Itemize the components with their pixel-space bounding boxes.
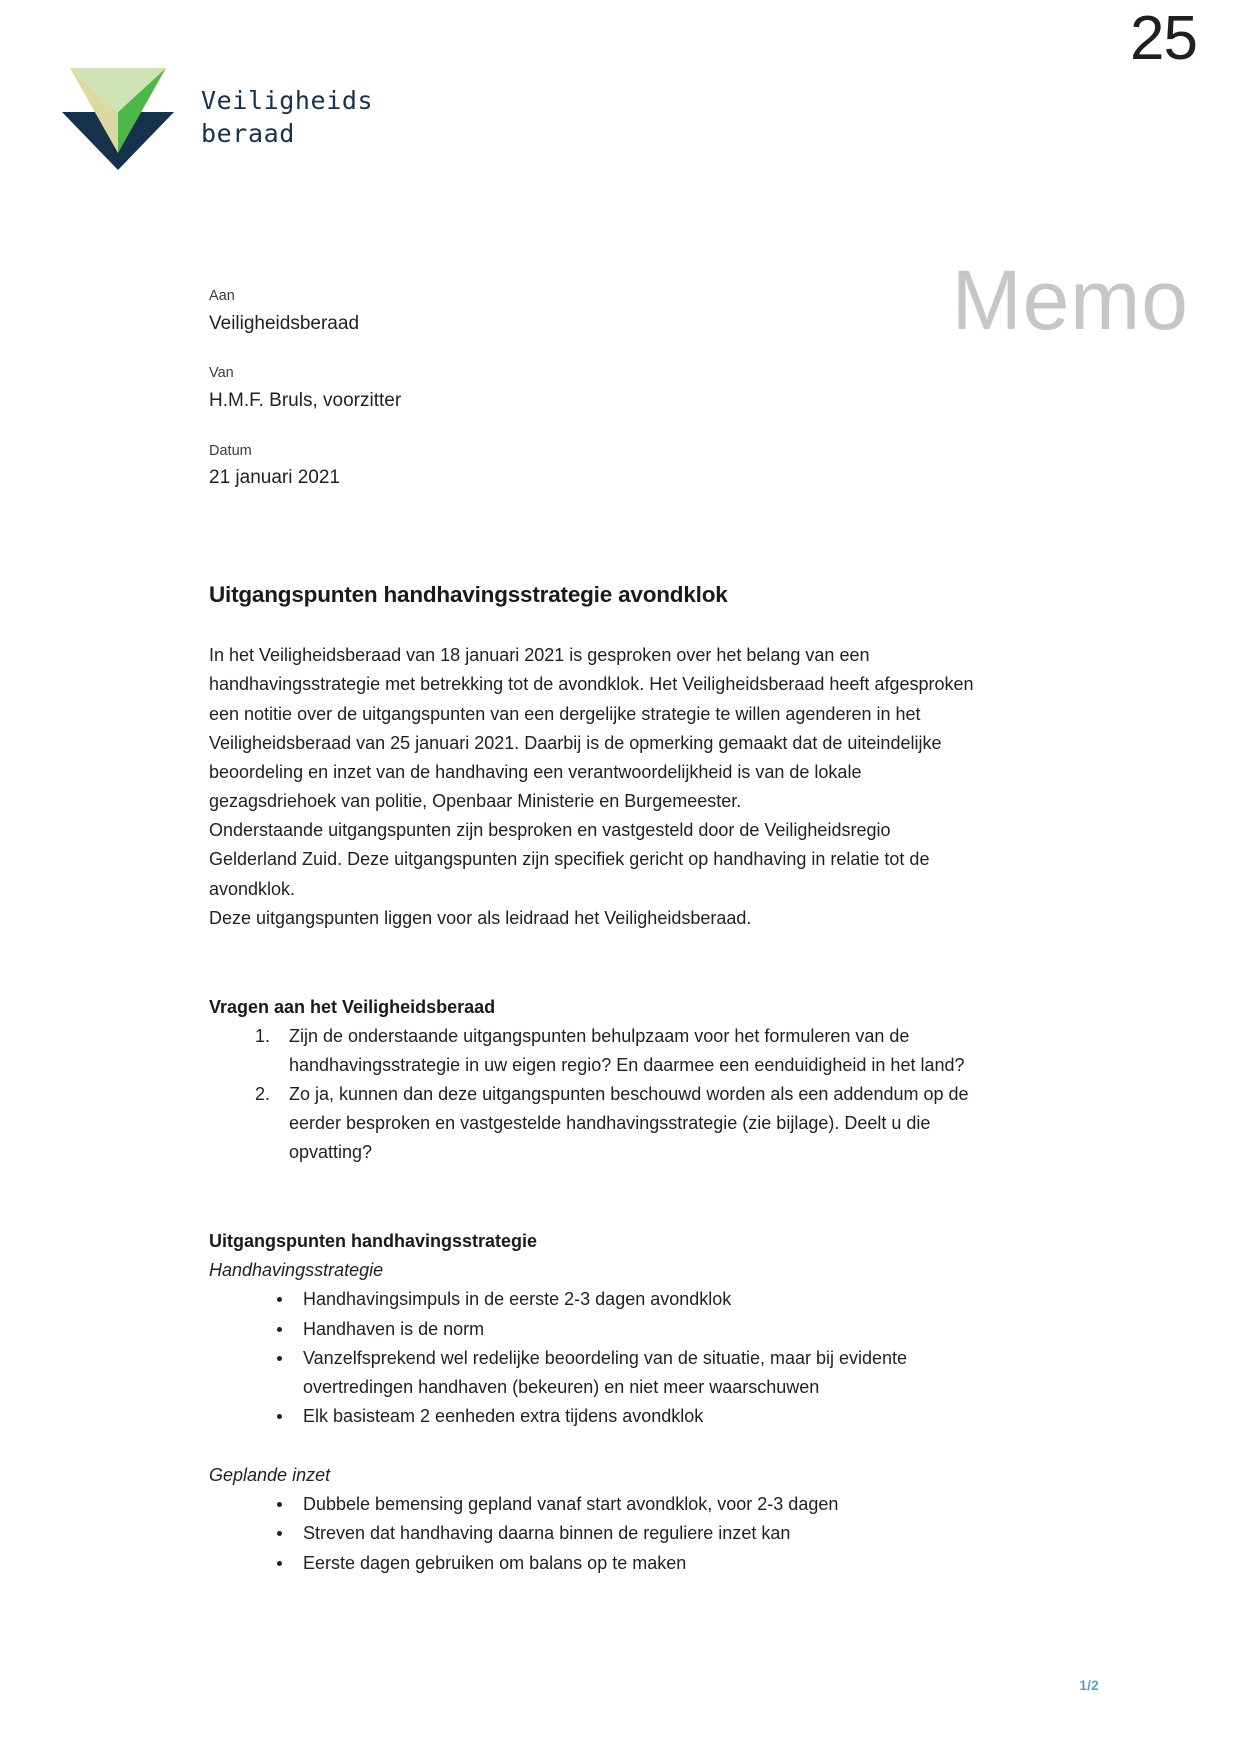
metadata-van-label: Van [209, 365, 234, 382]
page-title: Uitgangspunten handhavingsstrategie avondklok [209, 582, 728, 607]
list-item: Dubbele bemensing gepland vanaf start avondklok, voor 2-3 dagen [275, 1490, 981, 1519]
intro-paragraph-2: Onderstaande uitgangspunten zijn besproken en vastgesteld door de Veiligheidsregio Gelderland Zuid. Deze uitgangspunten zijn specifiek gericht op handhaving in relatie tot de avondklok. [209, 820, 930, 899]
list-item: 2. Zo ja, kunnen dan deze uitgangspunten beschouwd worden als een addendum op de eerder besproken en vastgestelde handhavingsstrategie (zie bijlage). Deelt u die opvatting? [275, 1080, 981, 1167]
principles-heading: Uitgangspunten handhavingsstrategie [209, 1231, 538, 1252]
list-item: 1. Zijn de onderstaande uitgangspunten behulpzaam voor het formuleren van de handhavingsstrategie in uw eigen regio? En daarmee een eenduidigheid in het land? [275, 1022, 981, 1080]
logo-wordmark-line1: Veiligheids [201, 86, 374, 115]
subsection-2-list [209, 1490, 981, 1577]
metadata-van-value: H.M.F. Bruls, voorzitter [209, 390, 402, 412]
spacer [209, 1431, 981, 1461]
spacer [209, 1167, 981, 1197]
metadata-datum [209, 441, 729, 492]
spacer [209, 933, 981, 963]
questions-list [209, 1022, 981, 1168]
list-item: Handhavingsimpuls in de eerste 2-3 dagen avondklok [275, 1285, 981, 1314]
veiligheidsberaad-logo [58, 52, 374, 172]
intro-paragraph-3: Deze uitgangspunten liggen voor als leidraad het Veiligheidsberaad. [209, 907, 752, 928]
questions-heading: Vragen aan het Veiligheidsberaad [209, 996, 496, 1017]
document-body [209, 580, 981, 1578]
list-item: Streven dat handhaving daarna binnen de reguliere inzet kan [275, 1519, 981, 1548]
metadata-datum-value: 21 januari 2021 [209, 467, 340, 489]
list-item: Eerste dagen gebruiken om balans op te maken [275, 1549, 981, 1578]
logo-wordmark-line2: beraad [201, 119, 295, 148]
memo-metadata-block [209, 286, 729, 492]
intro-paragraph-1: In het Veiligheidsberaad van 18 januari 2021 is gesproken over het belang van een handhavingsstrategie met betrekking tot de avondklok. Het Veiligheidsberaad heeft afgesproken een notitie over de uitgangspunten van een dergelijke strategie te willen agenderen in het Veiligheidsberaad van 25 januari 2021. Daarbij is de opmerking gemaakt dat de uiteindelijke beoordeling en inzet van de handhaving een verantwoordelijkheid is van de lokale gezagsdriehoek van politie, Openbaar Ministerie en Burgemeester. [209, 645, 974, 812]
subsection-2-title: Geplande inzet [209, 1465, 331, 1486]
metadata-van [209, 363, 729, 414]
memo-watermark-title: Memo [951, 253, 1189, 347]
logo-wordmark [201, 84, 373, 150]
subsection-1-list [209, 1285, 981, 1431]
metadata-aan-label: Aan [209, 288, 235, 304]
list-item: Vanzelfsprekend wel redelijke beoordeling van de situatie, maar bij evidente overtredingen handhaven (bekeuren) en niet meer waarschuwen [275, 1344, 981, 1402]
footer-page-indicator: 1/2 [1079, 1678, 1099, 1693]
metadata-aan [209, 286, 729, 337]
metadata-aan-value: Veiligheidsberaad [209, 312, 360, 334]
corner-page-number: 25 [1130, 4, 1197, 73]
list-item: Elk basisteam 2 eenheden extra tijdens avondklok [275, 1402, 981, 1431]
subsection-1-title: Handhavingsstrategie [209, 1260, 384, 1281]
list-item: Handhaven is de norm [275, 1315, 981, 1344]
metadata-datum-label: Datum [209, 442, 252, 459]
logo-triangle-icon [58, 52, 178, 170]
